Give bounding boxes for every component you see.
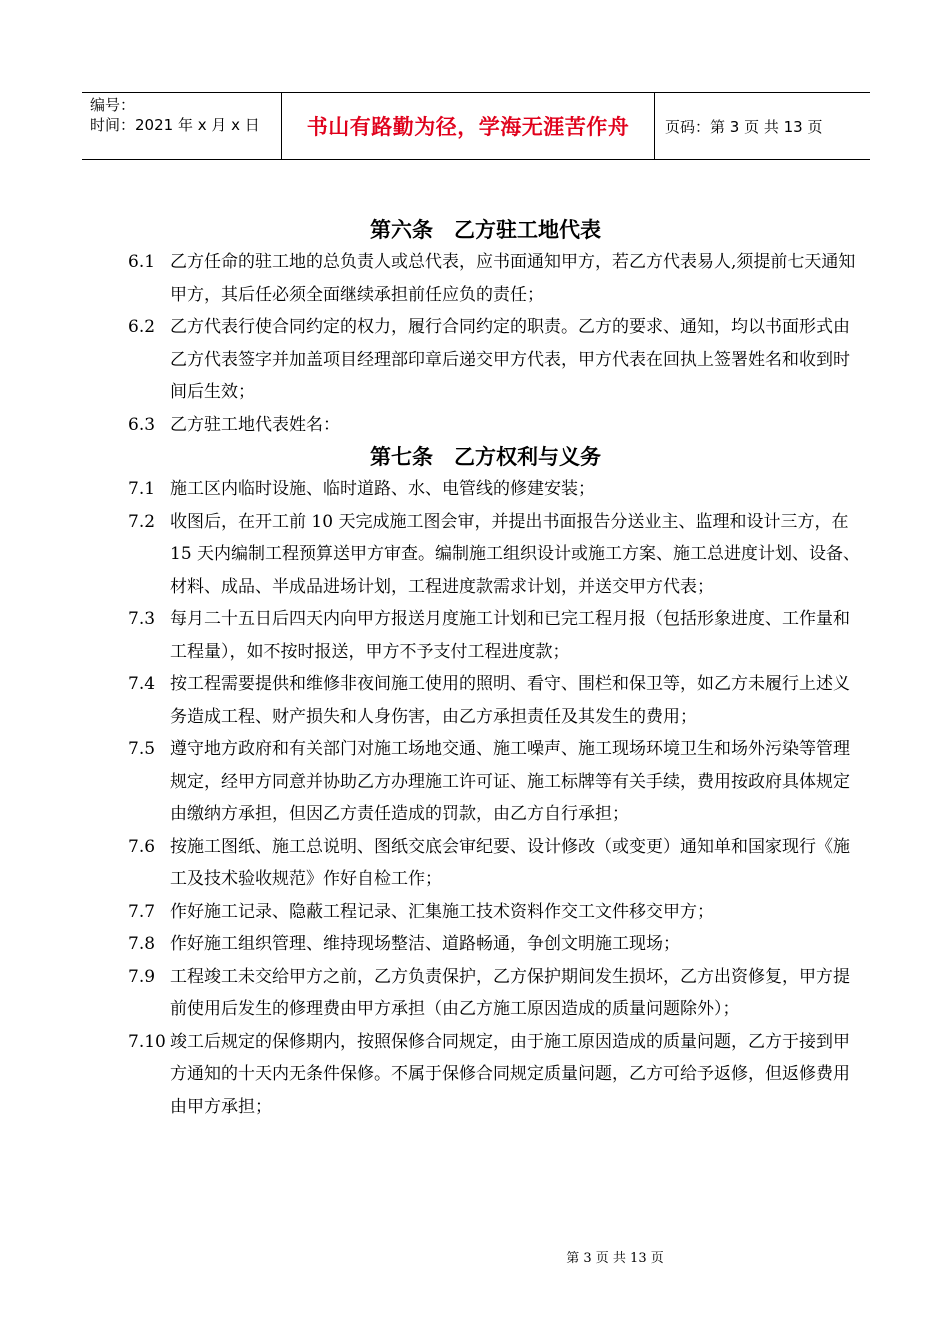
clause-7-3 [128,603,863,668]
clause-7-4 [128,668,863,733]
clause-number: 7.6 [128,836,156,857]
clause-7-9 [128,961,863,1026]
section-heading-6: 第六条 乙方驻工地代表 [370,218,601,242]
clause-7-5 [128,733,863,831]
header-motto: 书山有路勤为径，学海无涯苦作舟 [282,93,655,159]
clause-text: 施工区内临时设施、临时道路、水、电管线的修建安装； [170,479,595,499]
clause-7-6 [128,831,863,896]
clause-text: 作好施工记录、隐蔽工程记录、汇集施工技术资料作交工文件移交甲方； [170,901,714,922]
clause-6-1 [128,246,863,311]
clause-7-1 [128,473,863,506]
clause-text: 按施工图纸、施工总说明、图纸交底会审纪要、设计修改（或变更）通知单和国家现行《施工及技术验收规范》作好自检工作； [170,836,850,889]
footer-page-number: 第 3 页 共 13 页 [566,1251,664,1266]
clause-text: 乙方任命的驻工地的总负责人或总代表，应书面通知甲方，若乙方代表易人,须提前七天通知甲方，其后任必须全面继续承担前任应负的责任； [170,252,856,305]
clause-7-2 [128,506,863,604]
clause-6-3 [128,409,863,442]
header-table [82,92,870,160]
clause-number: 6.3 [128,414,156,435]
clause-number: 7.5 [128,739,156,759]
page-footer [0,1247,950,1266]
clause-number: 7.3 [128,609,156,629]
clause-number: 7.1 [128,479,156,499]
clause-number: 7.10 [128,1031,166,1052]
clause-number: 7.7 [128,901,156,922]
clause-7-7 [128,896,863,929]
clause-text: 每月二十五日后四天内向甲方报送月度施工计划和已完工程月报（包括形象进度、工作量和工程量），如不按时报送，甲方不予支付工程进度款； [170,609,850,662]
clause-6-2 [128,311,863,409]
clause-number: 6.2 [128,317,156,337]
clause-text: 作好施工组织管理、维持现场整洁、道路畅通，争创文明施工现场； [170,934,680,954]
clause-text: 收图后，在开工前 10 天完成施工图会审，并提出书面报告分送业主、监理和设计三方，在 15 天内编制工程预算送甲方审查。编制施工组织设计或施工方案、施工总进度计划、设备、材料、成品、半成品进场计划，工程进度款需求计划，并送交甲方代表； [170,511,861,597]
section-heading-7: 第七条 乙方权利与义务 [370,445,601,469]
clause-text: 工程竣工未交给甲方之前，乙方负责保护，乙方保护期间发生损坏，乙方出资修复，甲方提前使用后发生的修理费由甲方承担（由乙方施工原因造成的质量问题除外）； [170,966,850,1019]
clause-number: 7.4 [128,674,156,694]
clause-number: 7.2 [128,511,156,532]
document-date: 时间：2021 年 x 月 x 日 [90,116,260,134]
clause-7-8 [128,928,863,961]
document-number-label: 编号： [90,96,136,114]
clause-number: 7.9 [128,966,156,987]
clause-text: 竣工后规定的保修期内，按照保修合同规定，由于施工原因造成的质量问题，乙方于接到甲方通知的十天内无条件保修。不属于保修合同规定质量问题，乙方可给予返修，但返修费用由甲方承担； [170,1031,850,1117]
clause-text: 乙方代表行使合同约定的权力，履行合同约定的职责。乙方的要求、通知，均以书面形式由乙方代表签字并加盖项目经理部印章后递交甲方代表，甲方代表在回执上签署姓名和收到时间后生效； [170,317,850,402]
clause-text: 按工程需要提供和维修非夜间施工使用的照明、看守、围栏和保卫等，如乙方未履行上述义务造成工程、财产损失和人身伤害，由乙方承担责任及其发生的费用； [170,674,850,727]
clause-number: 6.1 [128,252,156,272]
clause-number: 7.8 [128,934,156,954]
header-meta-cell [82,93,282,159]
clause-7-10 [128,1026,863,1124]
clause-text: 遵守地方政府和有关部门对施工场地交通、施工噪声、施工现场环境卫生和场外污染等管理规定，经甲方同意并协助乙方办理施工许可证、施工标牌等有关手续，费用按政府具体规定由缴纳方承担，但因乙方责任造成的罚款，由乙方自行承担； [170,739,850,824]
clause-text: 乙方驻工地代表姓名： [170,414,340,435]
header-page-info: 页码：第 3 页 共 13 页 [665,117,823,136]
document-body [128,214,863,1123]
